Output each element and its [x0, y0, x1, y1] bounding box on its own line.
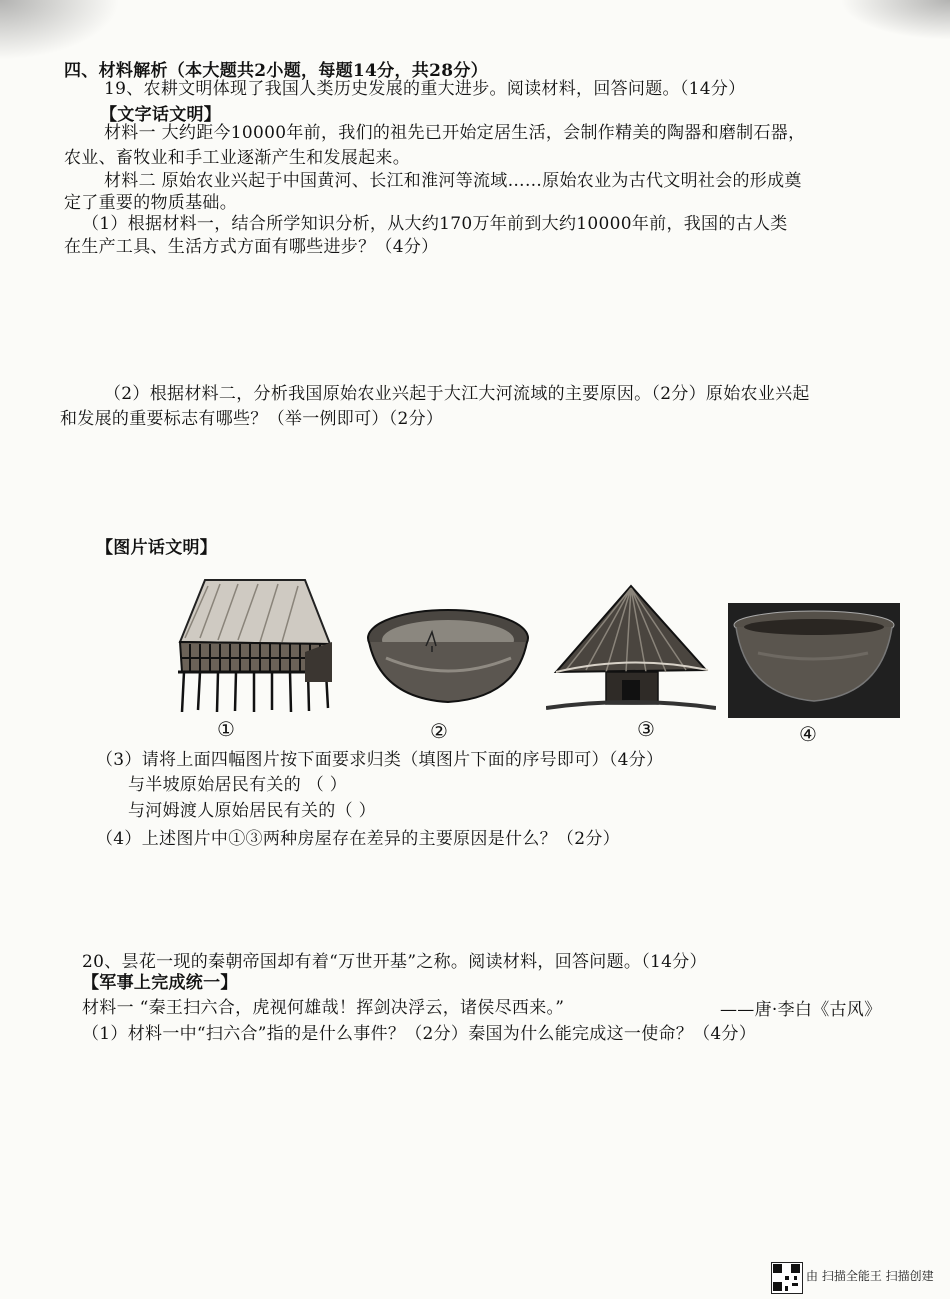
scan-shadow [840, 0, 950, 40]
thatched-hut-image [546, 584, 716, 714]
sub-question-1-line-1: （1）根据材料一，结合所学知识分析，从大约170万年前到大约10000年前，我国的古人类 [82, 214, 788, 234]
stilt-house-image [160, 572, 335, 717]
scan-shadow [0, 0, 120, 60]
subheading-picture-civilization: 【图片话文明】 [96, 538, 218, 558]
image-caption-1: ① [217, 717, 235, 741]
qr-code-icon [771, 1262, 803, 1294]
material-1-line-2: 农业、畜牧业和手工业逐渐产生和发展起来。 [64, 148, 410, 168]
question-20-intro: 20、昙花一现的秦朝帝国却有着“万世开基”之称。阅读材料，回答问题。（14分） [82, 952, 707, 972]
pottery-bowl-image [366, 606, 531, 706]
subheading-text-civilization: 【文字话文明】 [100, 105, 222, 125]
sub-question-2-line-2: 和发展的重要标志有哪些？（举一例即可）（2分） [60, 409, 444, 429]
sub-question-4: （4）上述图片中①③两种房屋存在差异的主要原因是什么？（2分） [96, 829, 620, 849]
subheading-military-unification: 【军事上完成统一】 [82, 973, 238, 993]
question-19-intro: 19、农耕文明体现了我国人类历史发展的重大进步。阅读材料，回答问题。（14分） [104, 79, 746, 99]
section-header: 四、材料解析（本大题共2小题，每题14分，共28分） [64, 61, 488, 81]
image-caption-3: ③ [637, 717, 655, 741]
q20-material-1: 材料一 “秦王扫六合，虎视何雄哉！挥剑决浮云，诸侯尽西来。” [82, 998, 565, 1018]
scanner-watermark: 由 扫描全能王 扫描创建 [806, 1269, 934, 1283]
sub-question-3-line-1: （3）请将上面四幅图片按下面要求归类（填图片下面的序号即可）（4分） [96, 750, 664, 770]
material-1-line-1: 材料一 大约距今10000年前，我们的祖先已开始定居生活，会制作精美的陶器和磨制石器， [104, 123, 806, 143]
q20-material-source: ——唐·李白《古风》 [720, 1000, 882, 1020]
material-2-line-2: 定了重要的物质基础。 [64, 193, 237, 213]
image-caption-2: ② [430, 719, 448, 743]
image-caption-4: ④ [799, 722, 817, 746]
sub-question-3-line-2: 与半坡原始居民有关的 （ ） [128, 775, 348, 795]
pottery-vessel-image [728, 603, 900, 718]
sub-question-3-line-3: 与河姆渡人原始居民有关的（ ） [128, 801, 376, 821]
sub-question-1-line-2: 在生产工具、生活方式方面有哪些进步？（4分） [64, 237, 439, 257]
q20-sub-question-1: （1）材料一中“扫六合”指的是什么事件？（2分）秦国为什么能完成这一使命？（4分） [82, 1024, 757, 1044]
sub-question-2-line-1: （2）根据材料二，分析我国原始农业兴起于大江大河流域的主要原因。（2分）原始农业兴起 [104, 384, 810, 404]
material-2-line-1: 材料二 原始农业兴起于中国黄河、长江和淮河等流域……原始农业为古代文明社会的形成奠 [104, 171, 802, 191]
